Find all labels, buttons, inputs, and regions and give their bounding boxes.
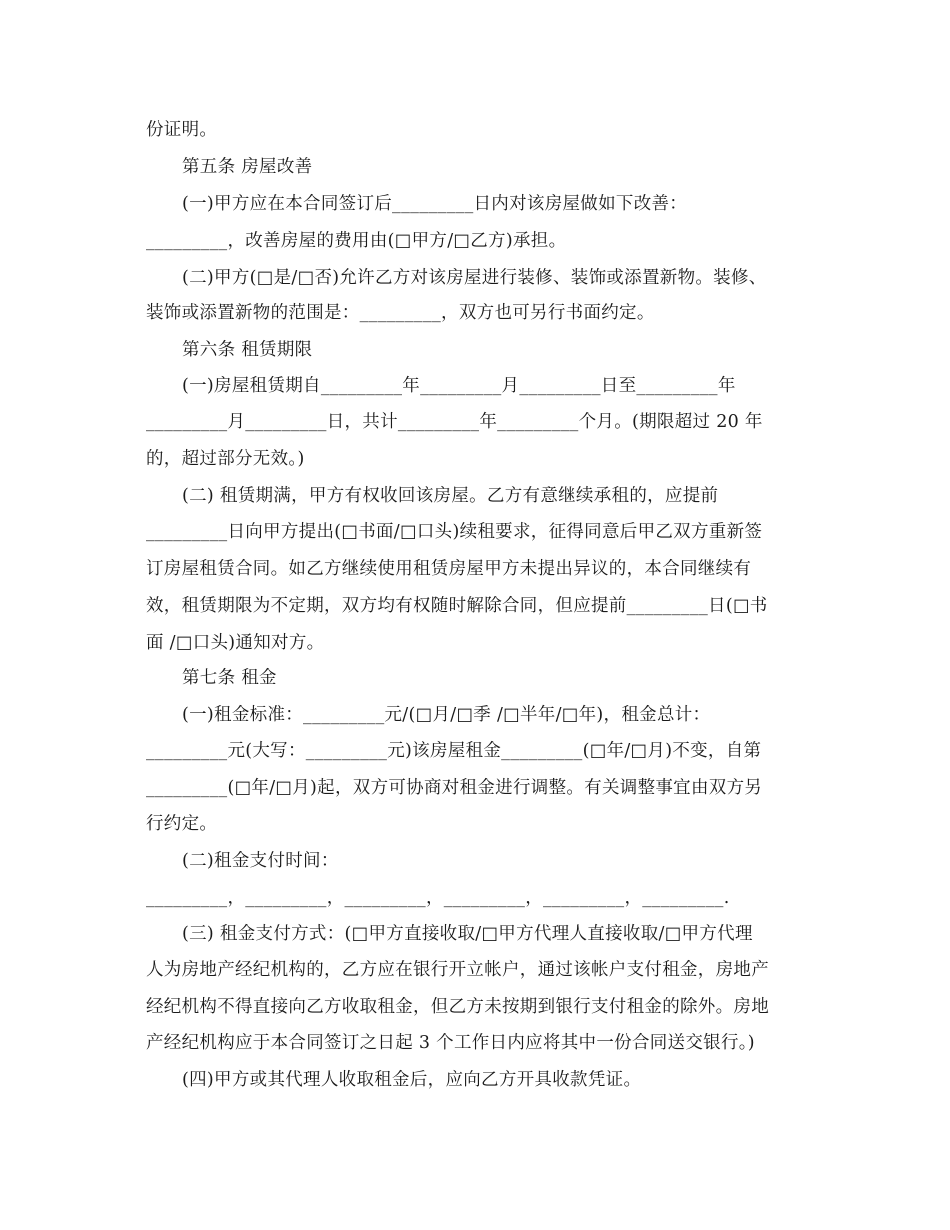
- text-line: 份证明。: [146, 120, 218, 140]
- text-line: _________元(大写：_________元)该房屋租金_________(□年/□月)不变，自第: [146, 741, 762, 761]
- text-line: _________日向甲方提出(□书面/□口头)续租要求，征得同意后甲乙双方重新签: [146, 522, 763, 542]
- text-line: (一)甲方应在本合同签订后_________日内对该房屋做如下改善：: [182, 194, 688, 214]
- text-line: (一)房屋租赁期自_________年_________月_________日至_________年: [182, 376, 736, 396]
- text-line: 效，租赁期限为不定期，双方均有权随时解除合同，但应提前_________日(□书: [146, 596, 768, 616]
- text-line: (二)租金支付时间：: [182, 851, 339, 871]
- text-line: _________，_________，_________，_________，_________，_________.: [146, 888, 730, 908]
- text-line: 面 /□口头)通知对方。: [146, 633, 325, 653]
- article-heading: 第六条 租赁期限: [182, 340, 313, 360]
- text-line: _________，改善房屋的费用由(□甲方/□乙方)承担。: [146, 231, 567, 251]
- text-line: (二)甲方(□是/□否)允许乙方对该房屋进行装修、装饰或添置新物。装修、: [182, 268, 767, 288]
- text-line: (四)甲方或其代理人收取租金后，应向乙方开具收款凭证。: [182, 1070, 642, 1090]
- text-line: _________月_________日，共计_________年_________个月。(期限超过 20 年: [146, 412, 763, 432]
- text-line: 人为房地产经纪机构的，乙方应在银行开立帐户，通过该帐户支付租金，房地产: [146, 960, 769, 980]
- text-line: 的，超过部分无效。): [146, 449, 305, 469]
- text-line: 经纪机构不得直接向乙方收取租金，但乙方未按期到银行支付租金的除外。房地: [146, 997, 769, 1017]
- text-line: 订房屋租赁合同。如乙方继续使用租赁房屋甲方未提出异议的，本合同继续有: [146, 559, 752, 579]
- text-line: (三) 租金支付方式：(□甲方直接收取/□甲方代理人直接收取/□甲方代理: [182, 924, 753, 944]
- article-heading: 第七条 租金: [182, 668, 277, 688]
- text-line: 装饰或添置新物的范围是：_________，双方也可另行书面约定。: [146, 303, 655, 323]
- text-line: _________(□年/□月)起，双方可协商对租金进行调整。有关调整事宜由双方另: [146, 778, 763, 798]
- text-line: 产经纪机构应于本合同签订之日起 3 个工作日内应将其中一份合同送交银行。): [146, 1033, 755, 1053]
- article-heading: 第五条 房屋改善: [182, 157, 313, 177]
- text-line: (一)租金标准：_________元/(□月/□季 /□半年/□年)，租金总计：: [182, 705, 711, 725]
- text-line: (二) 租赁期满，甲方有权收回该房屋。乙方有意继续承租的，应提前: [182, 486, 719, 506]
- text-line: 行约定。: [146, 814, 218, 834]
